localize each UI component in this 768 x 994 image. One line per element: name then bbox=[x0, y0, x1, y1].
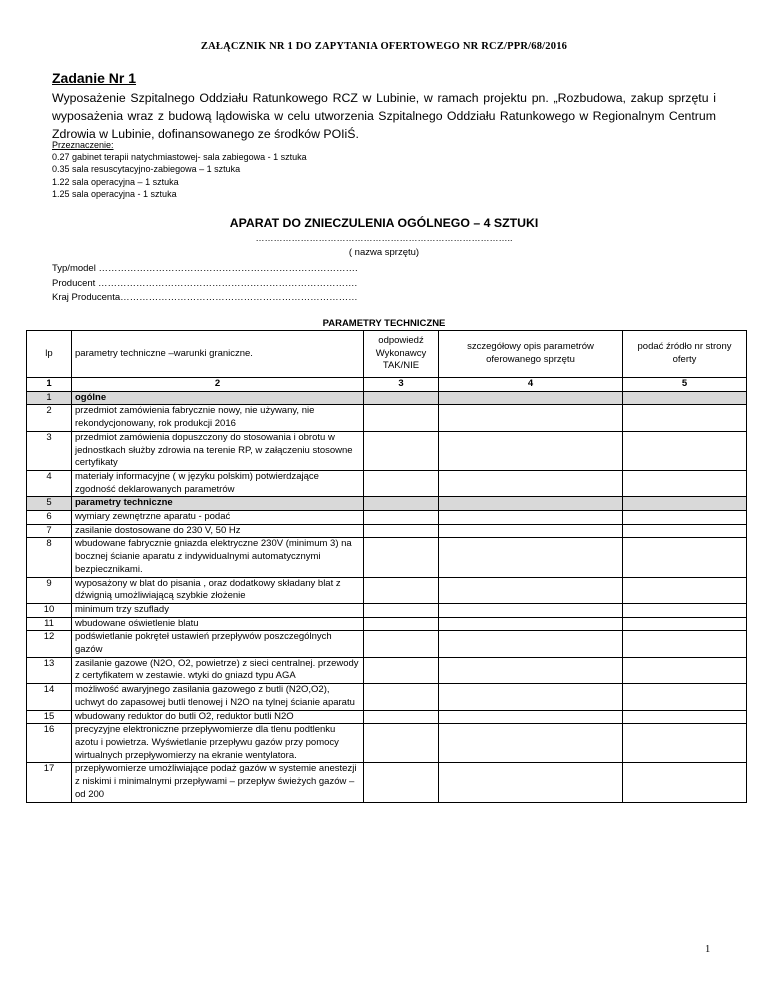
source-cell[interactable] bbox=[623, 405, 747, 431]
table-row bbox=[27, 684, 747, 710]
row-lp: 12 bbox=[27, 631, 72, 657]
row-parameter: zasilanie gazowe (N2O, O2, powietrze) z sieci centralnej. przewody z certyfikatem w zestawie. wtyki do gniazd typu AGA bbox=[72, 657, 364, 683]
detail-cell[interactable] bbox=[439, 603, 623, 617]
params-table-body bbox=[27, 391, 747, 802]
table-header-row bbox=[27, 331, 747, 378]
row-lp: 10 bbox=[27, 603, 72, 617]
source-cell[interactable] bbox=[623, 538, 747, 577]
column-number-row bbox=[27, 378, 747, 392]
source-cell[interactable] bbox=[623, 657, 747, 683]
device-name-field: ………………………………………………………………………….. bbox=[255, 233, 513, 243]
header-answer: odpowiedź Wykonawcy TAK/NIE bbox=[364, 331, 439, 378]
answer-cell[interactable] bbox=[364, 617, 439, 631]
row-parameter: podświetlanie pokręteł ustawień przepływów poszczególnych gazów bbox=[72, 631, 364, 657]
table-row bbox=[27, 603, 747, 617]
purpose-line: 1.22 sala operacyjna – 1 sztuka bbox=[52, 176, 179, 187]
table-row bbox=[27, 657, 747, 683]
row-parameter: precyzyjne elektroniczne przepływomierze dla tlenu podtlenku azotu i powietrza. Wyświetlanie przepływu gazów przy pomocy wirtualnych przepływomierzy na ekranie wentylatora. bbox=[72, 724, 364, 763]
source-cell[interactable] bbox=[623, 431, 747, 470]
answer-cell[interactable] bbox=[364, 405, 439, 431]
source-cell[interactable] bbox=[623, 631, 747, 657]
row-lp: 15 bbox=[27, 710, 72, 724]
detail-cell[interactable] bbox=[439, 631, 623, 657]
source-cell bbox=[623, 391, 747, 405]
detail-cell[interactable] bbox=[439, 724, 623, 763]
row-lp: 4 bbox=[27, 470, 72, 496]
header-params: parametry techniczne –warunki graniczne. bbox=[72, 331, 364, 378]
row-lp: 17 bbox=[27, 763, 72, 802]
row-lp: 7 bbox=[27, 524, 72, 538]
detail-cell[interactable] bbox=[439, 538, 623, 577]
detail-cell[interactable] bbox=[439, 431, 623, 470]
row-parameter: parametry techniczne bbox=[72, 497, 364, 511]
detail-cell bbox=[439, 497, 623, 511]
column-number: 3 bbox=[364, 378, 439, 392]
detail-cell[interactable] bbox=[439, 657, 623, 683]
row-parameter: minimum trzy szuflady bbox=[72, 603, 364, 617]
detail-cell[interactable] bbox=[439, 684, 623, 710]
column-number: 5 bbox=[623, 378, 747, 392]
answer-cell bbox=[364, 391, 439, 405]
row-parameter: wbudowane fabrycznie gniazda elektryczne 230V (minimum 3) na bocznej ścianie aparatu z indywidualnymi automatycznymi bezpiecznikami. bbox=[72, 538, 364, 577]
row-parameter: wymiary zewnętrzne aparatu - podać bbox=[72, 511, 364, 525]
device-name-caption: ( nazwa sprzętu) bbox=[348, 247, 420, 258]
table-row bbox=[27, 577, 747, 603]
table-row bbox=[27, 497, 747, 511]
row-lp: 14 bbox=[27, 684, 72, 710]
row-lp: 1 bbox=[27, 391, 72, 405]
column-number: 2 bbox=[72, 378, 364, 392]
table-row bbox=[27, 538, 747, 577]
answer-cell[interactable] bbox=[364, 511, 439, 525]
column-number: 1 bbox=[27, 378, 72, 392]
row-lp: 3 bbox=[27, 431, 72, 470]
purpose-block bbox=[52, 139, 307, 200]
detail-cell[interactable] bbox=[439, 511, 623, 525]
answer-cell[interactable] bbox=[364, 538, 439, 577]
producer-field: Producent ………………………………………………………………………. bbox=[52, 277, 358, 289]
row-parameter: przedmiot zamówienia fabrycznie nowy, nie używany, nie rekondycjonowany, rok produkcji 2016 bbox=[72, 405, 364, 431]
purpose-label: Przeznaczenie: bbox=[52, 140, 114, 150]
row-lp: 13 bbox=[27, 657, 72, 683]
row-lp: 8 bbox=[27, 538, 72, 577]
row-lp: 16 bbox=[27, 724, 72, 763]
source-cell[interactable] bbox=[623, 763, 747, 802]
table-row bbox=[27, 391, 747, 405]
source-cell[interactable] bbox=[623, 724, 747, 763]
table-row bbox=[27, 724, 747, 763]
row-parameter: materiały informacyjne ( w języku polskim) potwierdzające zgodność deklarowanych parametrów bbox=[72, 470, 364, 496]
column-number: 4 bbox=[439, 378, 623, 392]
row-parameter: ogólne bbox=[72, 391, 364, 405]
model-field: Typ/model ………………………………………………………………………. bbox=[52, 263, 358, 274]
answer-cell[interactable] bbox=[364, 577, 439, 603]
row-lp: 11 bbox=[27, 617, 72, 631]
answer-cell[interactable] bbox=[364, 631, 439, 657]
row-parameter: wbudowany reduktor do butli O2, reduktor butli N2O bbox=[72, 710, 364, 724]
source-cell[interactable] bbox=[623, 577, 747, 603]
page-number: 1 bbox=[705, 944, 711, 955]
params-table bbox=[26, 330, 747, 803]
source-cell[interactable] bbox=[623, 603, 747, 617]
device-title: APARAT DO ZNIECZULENIA OGÓLNEGO – 4 SZTUKI bbox=[229, 216, 539, 230]
table-row bbox=[27, 524, 747, 538]
source-cell[interactable] bbox=[623, 524, 747, 538]
source-cell bbox=[623, 497, 747, 511]
detail-cell[interactable] bbox=[439, 617, 623, 631]
answer-cell[interactable] bbox=[364, 431, 439, 470]
answer-cell[interactable] bbox=[364, 710, 439, 724]
table-row bbox=[27, 763, 747, 802]
row-parameter: zasilanie dostosowane do 230 V, 50 Hz bbox=[72, 524, 364, 538]
table-row bbox=[27, 710, 747, 724]
answer-cell[interactable] bbox=[364, 763, 439, 802]
detail-cell[interactable] bbox=[439, 524, 623, 538]
detail-cell[interactable] bbox=[439, 710, 623, 724]
row-parameter: wyposażony w blat do pisania , oraz dodatkowy składany blat z dźwignią umożliwiającą szybkie złożenie bbox=[72, 577, 364, 603]
row-parameter: wbudowane oświetlenie blatu bbox=[72, 617, 364, 631]
answer-cell[interactable] bbox=[364, 657, 439, 683]
answer-cell[interactable] bbox=[364, 684, 439, 710]
country-field: Kraj Producenta………………………………………………………………… bbox=[52, 292, 358, 303]
row-parameter: przepływomierze umożliwiające podaż gazów w systemie anestezji z niskimi i minimalnymi przepływami – przepływ świeżych gazów – od 200 bbox=[72, 763, 364, 802]
purpose-line: 1.25 sala operacyjna - 1 sztuka bbox=[52, 188, 177, 199]
answer-cell[interactable] bbox=[364, 470, 439, 496]
table-row bbox=[27, 431, 747, 470]
answer-cell[interactable] bbox=[364, 603, 439, 617]
detail-cell bbox=[439, 391, 623, 405]
header-source: podać źródło nr strony oferty bbox=[623, 331, 747, 378]
table-row bbox=[27, 511, 747, 525]
task-title: Zadanie Nr 1 bbox=[52, 70, 137, 86]
row-lp: 9 bbox=[27, 577, 72, 603]
detail-cell[interactable] bbox=[439, 763, 623, 802]
row-parameter: możliwość awaryjnego zasilania gazowego z butli (N2O,O2), uchwyt do zapasowej butli tlenowej i N2O na tylnej ścianie aparatu bbox=[72, 684, 364, 710]
header-detail: szczegółowy opis parametrów oferowanego sprzętu bbox=[439, 331, 623, 378]
row-parameter: przedmiot zamówienia dopuszczony do stosowania i obrotu w jednostkach służby zdrowia na terenie RP, w załączeniu stosowne certyfikaty bbox=[72, 431, 364, 470]
detail-cell[interactable] bbox=[439, 577, 623, 603]
purpose-line: 0.35 sala resuscytacyjno-zabiegowa – 1 sztuka bbox=[52, 164, 241, 175]
source-cell[interactable] bbox=[623, 511, 747, 525]
device-info bbox=[52, 262, 358, 306]
answer-cell bbox=[364, 497, 439, 511]
source-cell[interactable] bbox=[623, 617, 747, 631]
table-row bbox=[27, 470, 747, 496]
answer-cell[interactable] bbox=[364, 724, 439, 763]
row-lp: 2 bbox=[27, 405, 72, 431]
params-title: PARAMETRY TECHNICZNE bbox=[322, 318, 446, 329]
document-header: ZAŁĄCZNIK NR 1 DO ZAPYTANIA OFERTOWEGO NR RCZ/PPR/68/2016 bbox=[200, 41, 568, 52]
answer-cell[interactable] bbox=[364, 524, 439, 538]
purpose-line: 0.27 gabinet terapii natychmiastowej- sala zabiegowa - 1 sztuka bbox=[52, 152, 307, 163]
table-row bbox=[27, 631, 747, 657]
row-lp: 6 bbox=[27, 511, 72, 525]
source-cell[interactable] bbox=[623, 470, 747, 496]
table-row bbox=[27, 405, 747, 431]
header-lp: lp bbox=[27, 331, 72, 378]
detail-cell[interactable] bbox=[439, 470, 623, 496]
source-cell[interactable] bbox=[623, 710, 747, 724]
source-cell[interactable] bbox=[623, 684, 747, 710]
row-lp: 5 bbox=[27, 497, 72, 511]
task-description: Wyposażenie Szpitalnego Oddziału Ratunkowego RCZ w Lubinie, w ramach projektu pn. „Rozbudowa, zakup sprzętu i wyposażenia wraz z budową lądowiska w celu utworzenia Szpitalnego Oddziału Ratunkowego w Regionalnym Centrum Zdrowia w Lubinie, dofinansowanego ze środków POIiŚ. bbox=[52, 91, 716, 141]
table-row bbox=[27, 617, 747, 631]
detail-cell[interactable] bbox=[439, 405, 623, 431]
